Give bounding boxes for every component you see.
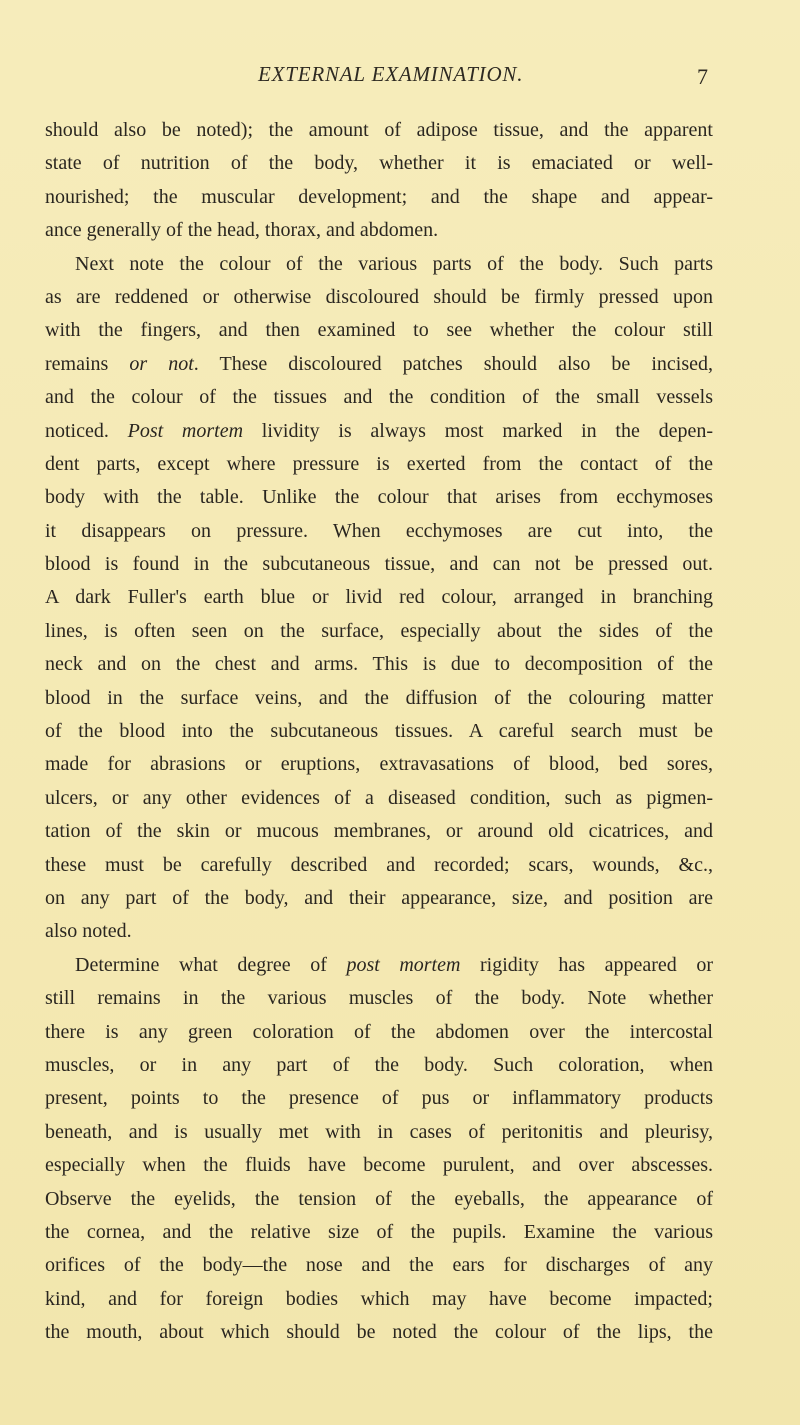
text-line: beneath, and is usually met with in cases of peritonitis and pleurisy, [45,1120,713,1143]
text-line: lines, is often seen on the surface, especially about the sides of the [45,619,713,642]
italic-phrase: or not [129,352,194,375]
text-line: orifices of the body—the nose and the ears for discharges of any [45,1254,713,1277]
text-line: the mouth, about which should be noted the colour of the lips, the [45,1321,713,1344]
text-line: ulcers, or any other evidences of a diseased condition, such as pigmen- [45,786,713,809]
text-line: remains or not. These discoloured patches should also be incised, [45,352,713,375]
text-line: with the fingers, and then examined to see whether the colour still [45,319,713,342]
text-line: A dark Fuller's earth blue or livid red colour, arranged in branching [45,586,713,609]
text-line: made for abrasions or eruptions, extravasations of blood, bed sores, [45,753,713,776]
text-line: and the colour of the tissues and the condition of the small vessels [45,386,713,409]
text-line: still remains in the various muscles of the body. Note whether [45,987,713,1010]
text-line: as are reddened or otherwise discoloured should be firmly pressed upon [45,285,713,308]
text-line: present, points to the presence of pus or inflammatory products [45,1087,713,1110]
page-number: 7 [697,64,708,89]
text-line: also noted. [45,920,132,943]
text-line: noticed. Post mortem lividity is always most marked in the depen- [45,419,713,442]
text-line: neck and on the chest and arms. This is due to decomposition of the [45,653,713,676]
text-line: muscles, or in any part of the body. Such coloration, when [45,1053,713,1076]
text-line: of the blood into the subcutaneous tissues. A careful search must be [45,720,713,743]
text-line: these must be carefully described and recorded; scars, wounds, &c., [45,853,713,876]
text-line: kind, and for foreign bodies which may have become impacted; [45,1287,713,1310]
text-line: blood is found in the subcutaneous tissue, and can not be pressed out. [45,553,713,576]
text-line: on any part of the body, and their appearance, size, and position are [45,886,713,909]
text-line: nourished; the muscular development; and the shape and appear- [45,185,713,208]
text-line: ance generally of the head, thorax, and abdomen. [45,219,439,242]
text-line: there is any green coloration of the abdomen over the intercostal [45,1020,713,1043]
italic-phrase: Post mortem [127,419,244,442]
text-line: the cornea, and the relative size of the pupils. Examine the various [45,1220,713,1243]
text-line: blood in the surface veins, and the diffusion of the colouring matter [45,686,713,709]
italic-phrase: post mortem [346,953,461,976]
text-line: should also be noted); the amount of adipose tissue, and the apparent [45,119,713,141]
text-line: Next note the colour of the various parts of the body. Such parts [75,252,713,275]
text-line: body with the table. Unlike the colour that arises from ecchymoses [45,486,713,509]
running-head: EXTERNAL EXAMINATION. [258,62,524,86]
body-text [45,114,713,1349]
text-line: Determine what degree of post mortem rigidity has appeared or [75,953,714,976]
text-line: especially when the fluids have become purulent, and over abscesses. [45,1154,713,1177]
text-line: state of nutrition of the body, whether it is emaciated or well- [45,152,713,175]
text-line: dent parts, except where pressure is exerted from the contact of the [45,452,713,475]
text-line: it disappears on pressure. When ecchymoses are cut into, the [45,519,713,542]
text-line: Observe the eyelids, the tension of the eyeballs, the appearance of [45,1187,713,1210]
text-line: tation of the skin or mucous membranes, or around old cicatrices, and [45,820,713,843]
